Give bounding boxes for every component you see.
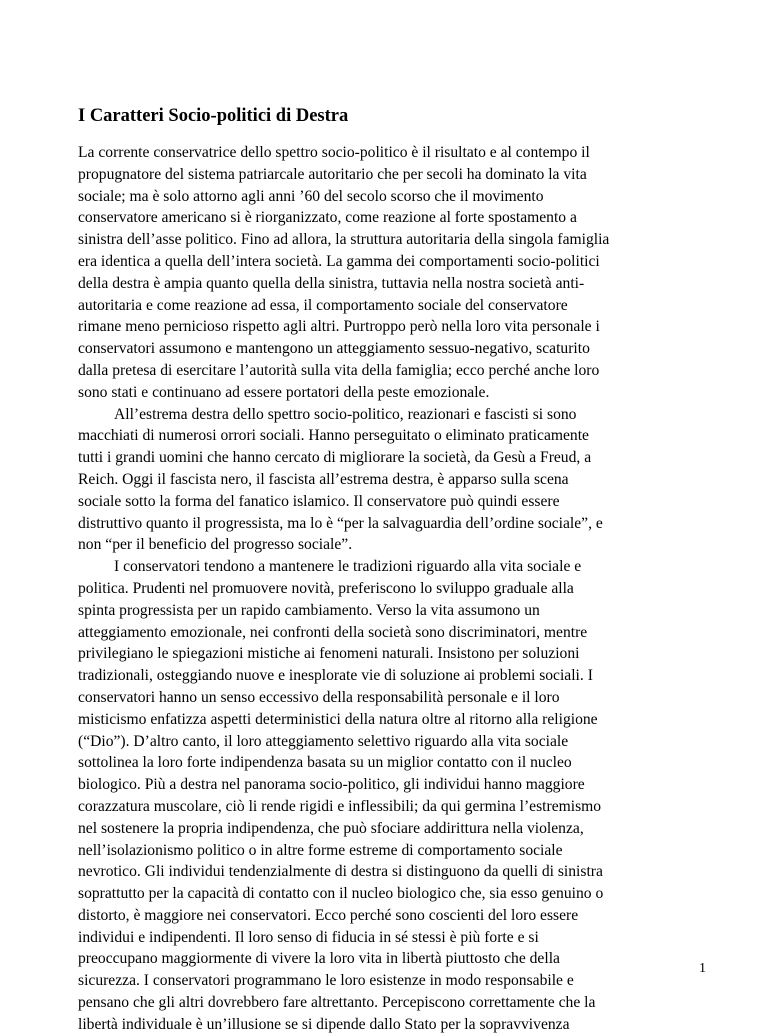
text-line: privilegiano le spiegazioni mistiche ai fenomeni naturali. Insistono per soluzioni <box>78 645 580 663</box>
text-line: nel sostenere la propria indipendenza, che può sfociare addirittura nella violenza, <box>78 819 584 837</box>
text-line: spinta progressista per un rapido cambiamento. Verso la vita assumono un <box>78 601 540 619</box>
text-line: preoccupano maggiormente di vivere la loro vita in libertà piuttosto che della <box>78 950 560 968</box>
text-line: nell’isolazionismo politico o in altre forme estreme di comportamento sociale <box>78 841 563 859</box>
text-line: propugnatore del sistema patriarcale autoritario che per secoli ha dominato la vita <box>78 165 587 183</box>
text-line: (“Dio”). D’altro canto, il loro atteggiamento selettivo riguardo alla vita sociale <box>78 732 569 750</box>
page-number: 1 <box>699 961 706 976</box>
text-line: La corrente conservatrice dello spettro socio-politico è il risultato e al contempo il <box>78 144 590 161</box>
text-line: conservatore americano si è riorganizzato, come reazione al forte spostamento a <box>78 209 577 227</box>
text-line: non “per il beneficio del progresso sociale”. <box>78 536 353 554</box>
text-line: sicurezza. I conservatori programmano le loro esistenze in modo responsabile e <box>78 972 574 990</box>
text-line: pensano che gli altri dovrebbero fare altrettanto. Percepiscono correttamente che la <box>78 994 596 1012</box>
text-line: dalla pretesa di esercitare l’autorità sulla vita della famiglia; ecco perché anche loro <box>78 361 600 379</box>
text-line: distorto, è maggiore nei conservatori. Ecco perché sono coscienti del loro essere <box>78 906 579 924</box>
text-line: libertà individuale è un’illusione se si dipende dallo Stato per la sopravvivenza <box>78 1015 570 1033</box>
text-line: individui e indipendenti. Il loro senso di fiducia in sé stessi è più forte e si <box>78 928 539 946</box>
text-line: conservatori assumono e mantengono un atteggiamento sessuo-negativo, scaturito <box>78 340 590 358</box>
text-line: sociale; ma è solo attorno agli anni ’60 del secolo scorso che il movimento <box>78 187 544 205</box>
text-line: era identica a quella dell’intera società. La gamma dei comportamenti socio-politici <box>78 252 600 270</box>
text-line: soprattutto per la capacità di contatto con il nucleo biologico che, sia esso genuino o <box>78 885 604 903</box>
text-line: sinistra dell’asse politico. Fino ad allora, la struttura autoritaria della singola famiglia <box>78 231 610 249</box>
text-line: atteggiamento emozionale, nei confronti della società sono discriminatori, mentre <box>78 623 588 641</box>
document-body <box>78 142 718 1036</box>
text-line: conservatori hanno un senso eccessivo della responsabilità personale e il loro <box>78 688 560 706</box>
text-line: nevrotico. Gli individui tendenzialmente di destra si distinguono da quelli di sinistra <box>78 863 603 881</box>
text-line: macchiati di numerosi orrori sociali. Hanno perseguitato o eliminato praticamente <box>78 427 589 445</box>
text-line-indented: All’estrema destra dello spettro socio-politico, reazionari e fascisti si sono <box>114 405 577 423</box>
text-line: distruttivo quanto il progressista, ma lo è “per la salvaguardia dell’ordine sociale”, e <box>78 514 603 532</box>
text-line: sono stati e continuano ad essere portatori della peste emozionale. <box>78 383 490 401</box>
text-line: Reich. Oggi il fascista nero, il fascista all’estrema destra, è apparso sulla scena <box>78 470 569 488</box>
text-line: autoritaria e come reazione ad essa, il comportamento sociale del conservatore <box>78 296 568 314</box>
text-line: misticismo enfatizza aspetti deterministici della natura oltre al ritorno alla religione <box>78 710 598 728</box>
text-line: sociale sotto la forma del fanatico islamico. Il conservatore può quindi essere <box>78 492 560 510</box>
text-line-indented: I conservatori tendono a mantenere le tradizioni riguardo alla vita sociale e <box>114 558 582 576</box>
text-line: sottolinea la loro forte indipendenza basata su un miglior contatto con il nucleo <box>78 754 572 772</box>
document-title: I Caratteri Socio-politici di Destra <box>78 106 349 126</box>
text-line: corazzatura muscolare, ciò li rende rigidi e inflessibili; da qui germina l’estremismo <box>78 797 602 815</box>
text-line: biologico. Più a destra nel panorama socio-politico, gli individui hanno maggiore <box>78 776 585 794</box>
text-line: della destra è ampia quanto quella della sinistra, tuttavia nella nostra società anti- <box>78 274 585 292</box>
text-line: tradizionali, osteggiando nuove e inesplorate vie di soluzione ai problemi sociali. I <box>78 667 593 685</box>
text-line: politica. Prudenti nel promuovere novità, preferiscono lo sviluppo graduale alla <box>78 579 574 597</box>
text-line: rimane meno pernicioso rispetto agli altri. Purtroppo però nella loro vita personale i <box>78 318 600 336</box>
text-line: tutti i grandi uomini che hanno cercato di migliorare la società, da Gesù a Freud, a <box>78 449 592 467</box>
